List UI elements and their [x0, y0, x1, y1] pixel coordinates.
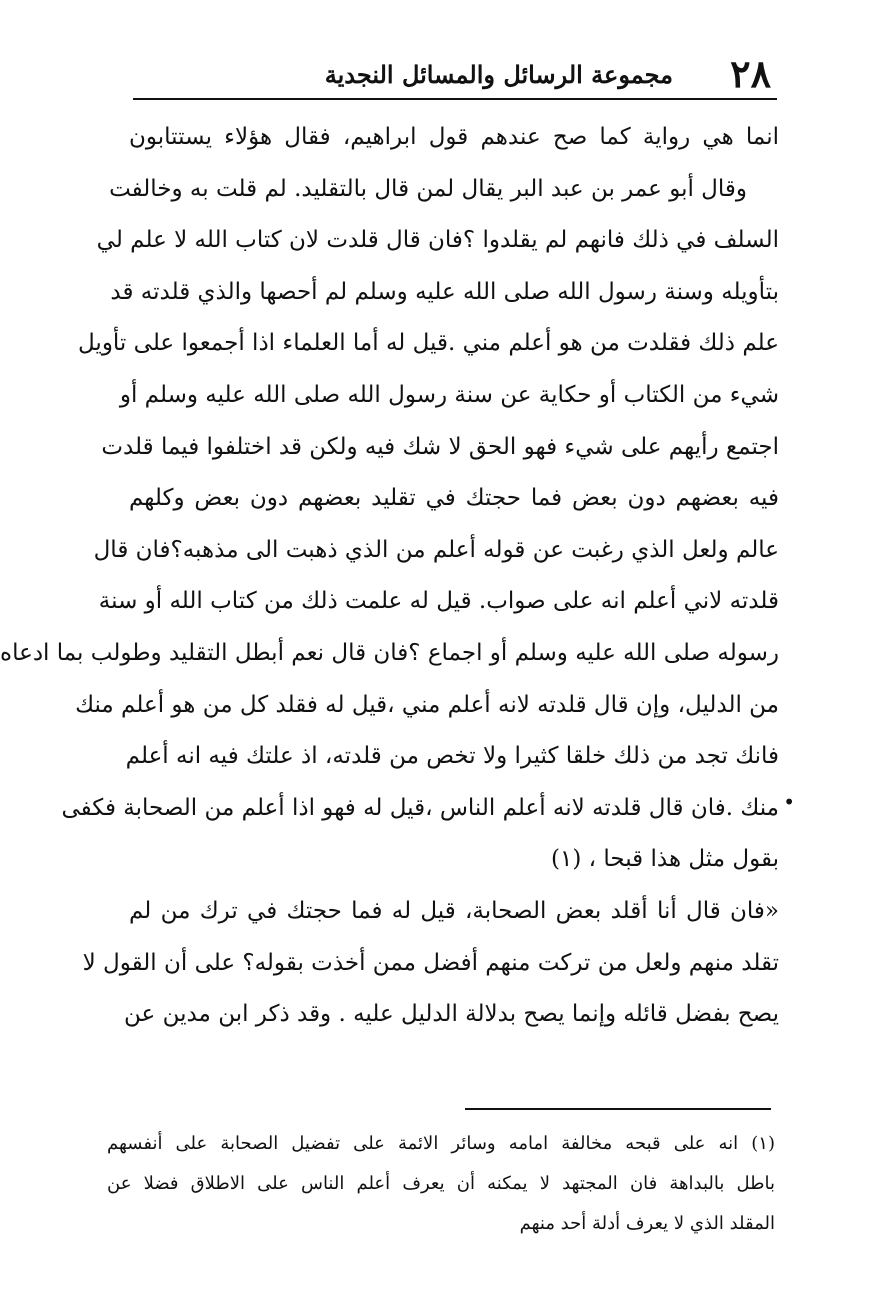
footnote-line: باطل بالبداهة فان المجتهد لا يمكنه أن يعرف أعلم الناس على الاطلاق فضلا عن [107, 1173, 775, 1194]
text-line: قلدته لاني أعلم انه على صواب. قيل له علمت ذلك من كتاب الله أو سنة [98, 588, 779, 615]
footnote-line: (١) انه على قبحه مخالفة امامه وسائر الائمة على تفضيل الصحابة على أنفسهم [107, 1133, 775, 1154]
text-line: منك .فان قال قلدته لانه أعلم الناس ،قيل له فهو اذا أعلم من الصحابة فكفى [61, 794, 779, 821]
text-line: وقال أبو عمر بن عبد البر يقال لمن قال بالتقليد. لم قلت به وخالفت [109, 175, 747, 202]
running-title: مجموعة الرسائل والمسائل النجدية [324, 60, 673, 89]
text-line: بقول مثل هذا قبحا ، (١) [551, 846, 779, 873]
text-line: علم ذلك فقلدت من هو أعلم مني .قيل له أما العلماء اذا أجمعوا على تأويل [78, 330, 779, 357]
text-line: رسوله صلى الله عليه وسلم أو اجماع ؟فان قال نعم أبطل التقليد وطولب بما ادعاه [0, 639, 779, 666]
text-line: بتأويله وسنة رسول الله صلى الله عليه وسلم لم أحصها والذي قلدته قد [110, 278, 779, 305]
main-text [0, 112, 795, 1041]
text-line: فيه بعضهم دون بعض فما حجتك في تقليد بعضهم دون بعض وكلهم [129, 485, 779, 512]
footnotes [107, 1124, 775, 1244]
text-line: «فان قال أنا أقلد بعض الصحابة، قيل له فما حجتك في ترك من لم [129, 897, 779, 924]
text-line: عالم ولعل الذي رغبت عن قوله أعلم من الذي ذهبت الى مذهبه؟فان قال [93, 536, 779, 563]
page-header [133, 52, 777, 100]
page-number: ٢٨ [730, 51, 771, 96]
text-line: من الدليل، وإن قال قلدته لانه أعلم مني ،قيل له فقلد كل من هو أعلم منك [75, 691, 779, 718]
footnote-divider [465, 1108, 771, 1110]
text-line: انما هي رواية كما صح عندهم قول ابراهيم، فقال هؤلاء يستتابون [129, 124, 779, 150]
margin-dot-mark: • [783, 790, 795, 814]
text-line: يصح بفضل قائله وإنما يصح بدلالة الدليل عليه . وقد ذكر ابن مدين عن [124, 1001, 779, 1028]
text-line: شيء من الكتاب أو حكاية عن سنة رسول الله صلى الله عليه وسلم أو [119, 381, 779, 408]
text-line: فانك تجد من ذلك خلقا كثيرا ولا تخص من قلدته، اذ علتك فيه انه أعلم [125, 743, 779, 770]
text-line: اجتمع رأيهم على شيء فهو الحق لا شك فيه ولكن قد اختلفوا فيما قلدت [101, 433, 779, 460]
text-line: تقلد منهم ولعل من تركت منهم أفضل ممن أخذت بقوله؟ على أن القول لا [82, 949, 779, 976]
footnote-line: المقلد الذي لا يعرف أدلة أحد منهم [519, 1213, 775, 1234]
text-line: السلف في ذلك فانهم لم يقلدوا ؟فان قال قلدت لان كتاب الله لا علم لي [96, 227, 779, 254]
